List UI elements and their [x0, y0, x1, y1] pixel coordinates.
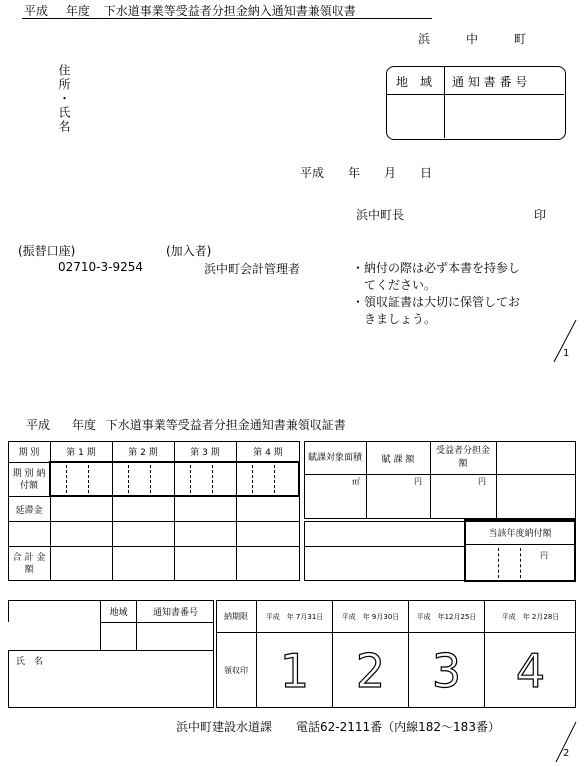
address-name-label: 住所・氏名 [57, 64, 71, 134]
region-box-divider [386, 94, 564, 95]
receipt-title-era: 平成 [26, 418, 51, 432]
period-header-label: 期 別 [18, 448, 40, 458]
seal-mark: 印 [534, 208, 547, 222]
period-row-line-4 [8, 546, 300, 547]
region-small-label: 地域 [109, 608, 128, 618]
name-block-notch [8, 622, 100, 650]
period-header-3: 第 3 期 [190, 448, 220, 458]
notice-no-prefix: 通 [452, 75, 465, 89]
deadline-2: 平成 年 9月30日 [341, 612, 400, 621]
share-amount-label: 受益者分担金額 [435, 446, 490, 469]
notice-no-rest: 知 書 番 号 [467, 75, 528, 89]
current-dash [498, 548, 499, 578]
subscriber-label: (加入者) [166, 244, 212, 258]
levy-unit: 円 [414, 477, 422, 486]
mayor-title: 浜中町長 [356, 208, 405, 222]
period-header-2: 第 2 期 [128, 448, 158, 458]
period-dash [274, 465, 275, 493]
issue-date: 平成 年 月 日 [300, 166, 433, 180]
levy-row-line [304, 474, 576, 475]
name-block-hline [100, 622, 214, 623]
receipt-stamp-label: 領収印 [224, 666, 248, 675]
transfer-number: 02710-3-9254 [58, 260, 144, 274]
period-dash [212, 465, 213, 493]
contact-footer: 浜中町建設水道課 電話62-2111番（内線182～183番） [176, 720, 500, 734]
receipt-title [26, 416, 346, 433]
share-unit: 円 [478, 477, 486, 486]
subscriber-name: 浜中町会計管理者 [204, 262, 301, 276]
page-mark-1 [550, 318, 584, 368]
receipt-title-main: 下水道事業等受益者分担金通知書兼領収証書 [105, 418, 346, 432]
current-unit: 円 [540, 551, 548, 560]
stamp-slot-1: 1 [279, 643, 310, 698]
period-header-4: 第 4 期 [253, 448, 283, 458]
stamp-slot-2: 2 [355, 643, 386, 698]
period-amount-label: 期 別 納付額 [12, 468, 46, 491]
period-dash [150, 465, 151, 493]
deadline-1: 平成 年 7月31日 [265, 612, 324, 621]
current-dash [520, 548, 521, 578]
period-header-1: 第 1 期 [66, 448, 96, 458]
period-dash [252, 465, 253, 493]
current-year-label: 当該年度納付額 [488, 529, 552, 539]
delay-fee-label: 延滞金 [15, 505, 43, 516]
area-unit: ㎡ [352, 477, 360, 486]
deadline-4: 平成 年 2月28日 [501, 612, 560, 621]
page-mark-2 [550, 720, 584, 766]
deadline-label: 納期限 [224, 612, 248, 621]
current-year-line [304, 546, 464, 547]
total-amount-label: 合 計 金 額 [12, 553, 46, 575]
stamp-slot-3: 3 [431, 643, 462, 698]
period-dash [190, 465, 191, 493]
note-1a: ・納付の際は必ず本書を持参し [352, 261, 521, 275]
area-label: 賦課対象面積 [307, 452, 362, 463]
name-label: 氏 名 [16, 657, 44, 667]
notice-number-small-label: 通知書番号 [152, 608, 198, 618]
page-number-2: 2 [563, 748, 570, 759]
region-label: 地 域 [396, 75, 433, 89]
note-1b: てください。 [364, 278, 437, 292]
title-underline [22, 18, 432, 19]
transfer-label: (振替口座) [18, 244, 76, 258]
title-main: 下水道事業等受益者分担金納入通知書兼領収書 [103, 4, 356, 18]
deadline-3: 平成 年12月25日 [416, 612, 477, 621]
title-era: 平成 [24, 4, 49, 18]
period-dash [66, 465, 67, 493]
current-year-box-line [464, 544, 576, 545]
receipt-title-year: 年度 [71, 418, 96, 432]
note-2b: きましょう。 [364, 312, 437, 326]
levy-amount-label: 賦 課 額 [381, 454, 415, 465]
period-amount-highlight [49, 461, 300, 497]
region-box-vdivider [444, 66, 445, 138]
notice-title [24, 2, 356, 19]
period-dash [88, 465, 89, 493]
period-dash [128, 465, 129, 493]
town-name: 浜 中 町 [418, 32, 527, 46]
payment-notes [352, 260, 520, 328]
levy-col-line-2 [430, 441, 431, 519]
title-year: 年度 [65, 4, 90, 18]
page-number-1: 1 [563, 348, 570, 359]
levy-col-line-3 [496, 441, 497, 519]
name-block-hline-2 [8, 650, 214, 651]
stamp-slot-4: 4 [515, 643, 546, 698]
period-row-line-3 [8, 521, 300, 522]
note-2a: ・領収証書は大切に保管してお [352, 295, 521, 309]
notice-number-label [452, 73, 527, 90]
